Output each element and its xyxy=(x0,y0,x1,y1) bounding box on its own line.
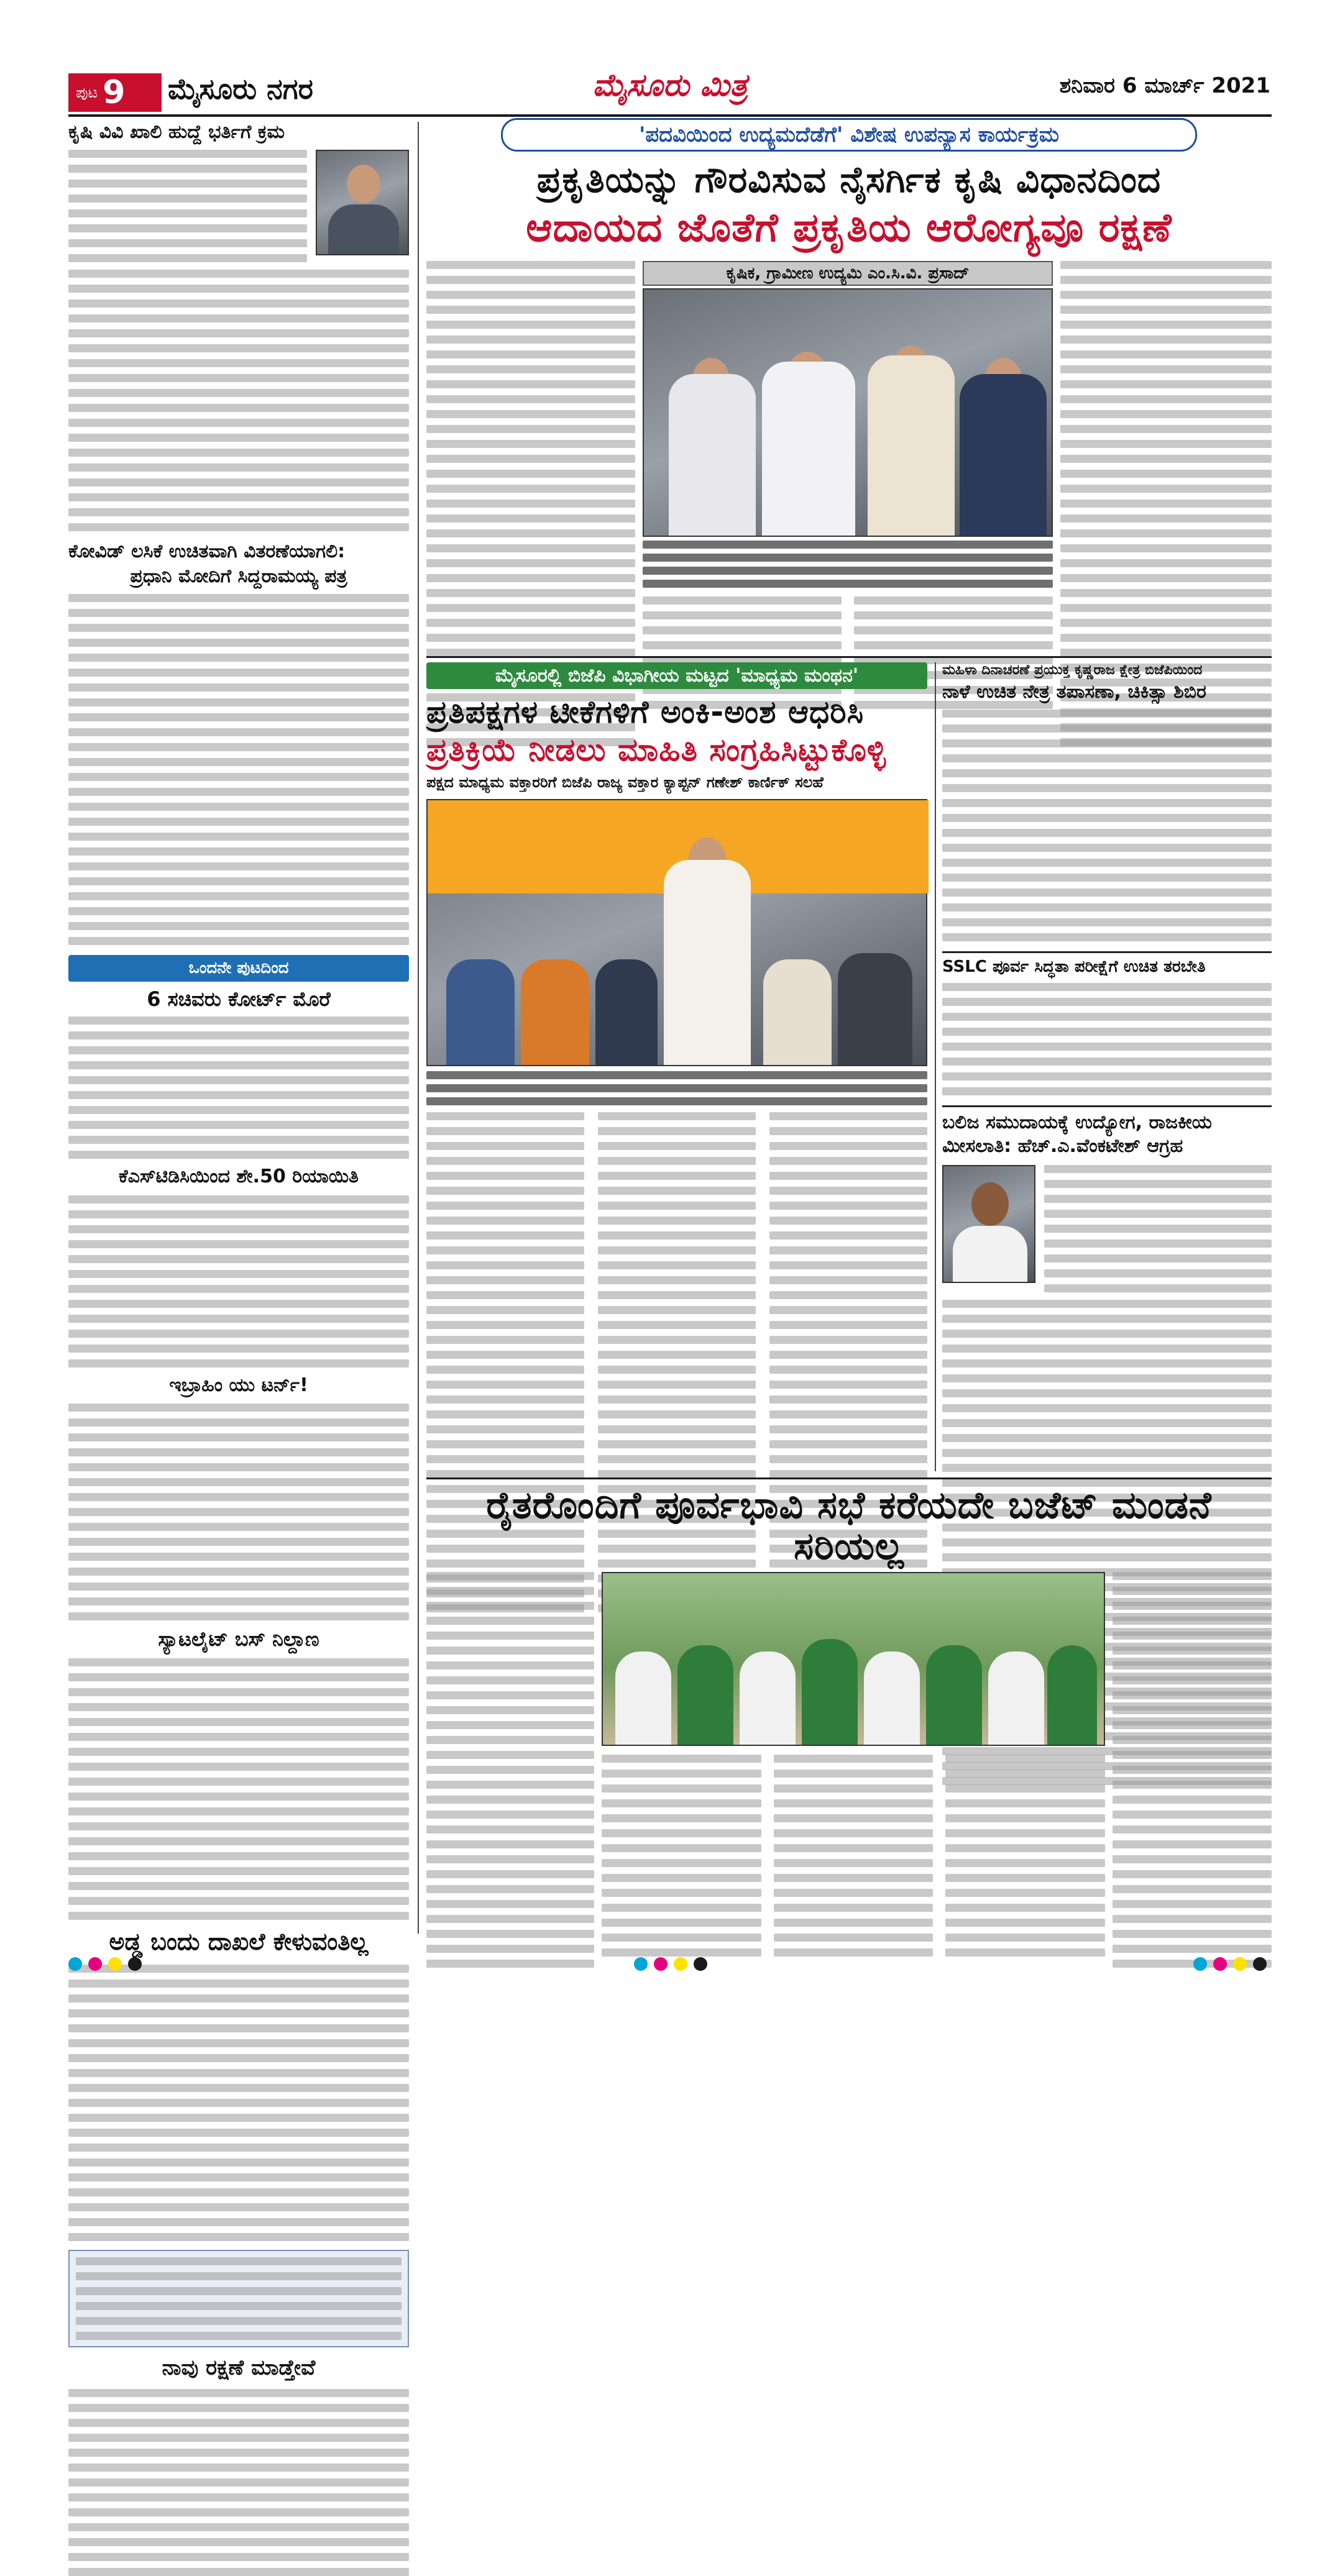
portrait-photo xyxy=(942,1165,1035,1283)
bjp-story xyxy=(426,662,927,791)
yellow-dot xyxy=(674,1957,687,1971)
magenta-dot xyxy=(1213,1957,1227,1971)
article-title: ಅಡ್ಡ ಬಂದು ದಾಖಲೆ ಕೇಳುವಂತಿಲ್ಲ xyxy=(109,1928,369,1956)
cyan-dot xyxy=(68,1957,82,1971)
header-rule xyxy=(68,114,1272,117)
bottom-body-mid xyxy=(602,1755,1105,1957)
article-title: 6 ಸಚಿವರು ಕೋರ್ಟ್ ಮೊರೆ xyxy=(147,987,331,1011)
top-story xyxy=(426,118,1272,250)
photo-tag: ಕೃಷಿಕ, ಗ್ರಾಮೀಣ ಉದ್ಯಮಿ ಎಂ.ಸಿ.ವಿ. ಪ್ರಸಾದ್ xyxy=(643,261,1053,286)
bjp-sub: ಪಕ್ಷದ ಮಾಧ್ಯಮ ವಕ್ತಾರರಿಗೆ ಬಿಜೆಪಿ ರಾಜ್ಯ ವಕ್ತಾರ ಕ್ಯಾಪ್ಟನ್ ಗಣೇಶ್ ಕಾರ್ಣಿಕ್ ಸಲಹೆ xyxy=(426,774,824,791)
section-name: ಮೈಸೂರು ನಗರ xyxy=(168,72,313,106)
sslc-title: SSLC ಪೂರ್ವ ಸಿದ್ಧತಾ ಪರೀಕ್ಷೆಗೆ ಉಚಿತ ತರಬೇತಿ xyxy=(942,957,1206,976)
black-dot xyxy=(694,1957,707,1971)
bottom-body-right xyxy=(1113,1572,1272,1968)
top-story-headline-2: ಆದಾಯದ ಜೊತೆಗೆ ಪ್ರಕೃತಿಯ ಆರೋಗ್ಯವೂ ರಕ್ಷಣೆ xyxy=(526,204,1172,251)
bjp-photo-caption xyxy=(426,1071,927,1105)
top-story-kicker: 'ಪದವಿಯಿಂದ ಉದ್ಯಮದೆಡೆಗೆ' ವಿಶೇಷ ಉಪನ್ಯಾಸ ಕಾರ್ಯಕ್ರಮ xyxy=(501,118,1197,152)
black-dot xyxy=(128,1957,142,1971)
article-subtitle: ಪ್ರಧಾನಿ ಮೋದಿಗೆ ಸಿದ್ದರಾಮಯ್ಯ ಪತ್ರ xyxy=(130,565,347,587)
column-divider xyxy=(935,662,936,1471)
event-photo xyxy=(643,288,1053,537)
yellow-dot xyxy=(1233,1957,1247,1971)
bjp-headline-2: ಪ್ರತಿಕ್ರಿಯೆ ನೀಡಲು ಮಾಹಿತಿ ಸಂಗ್ರಹಿಸಿಟ್ಟುಕೊಳ್ಳಿ xyxy=(426,732,887,768)
black-dot xyxy=(1253,1957,1267,1971)
bjp-headline-1: ಪ್ರತಿಪಕ್ಷಗಳ ಟೀಕೆಗಳಿಗೆ ಅಂಕಿ-ಅಂಶ ಆಧರಿಸಿ xyxy=(426,694,865,730)
photo-caption xyxy=(643,541,1053,588)
bjp-kicker: ಮೈಸೂರಲ್ಲಿ ಬಿಜೆಪಿ ವಿಭಾಗೀಯ ಮಟ್ಟದ 'ಮಾಧ್ಯಮ ಮಂಥನ' xyxy=(426,662,927,689)
page-label: ಪುಟ xyxy=(76,84,98,101)
magenta-dot xyxy=(654,1957,668,1971)
continued-banner: ಒಂದನೇ ಪುಟದಿಂದ xyxy=(68,955,409,982)
cyan-dot xyxy=(1193,1957,1207,1971)
balija-title-2: ಮೀಸಲಾತಿ: ಹೆಚ್.ಎ.ವೆಂಕಟೇಶ್ ಆಗ್ರಹ xyxy=(942,1135,1183,1158)
article-title: ನಾವು ರಕ್ಷಣೆ ಮಾಡ್ತೇವೆ xyxy=(162,2355,316,2380)
article-title: ಇಬ್ರಾಹಿಂ ಯು ಟರ್ನ್! xyxy=(169,1374,308,1396)
bottom-headline: ರೈತರೊಂದಿಗೆ ಪೂರ್ವಭಾವಿ ಸಭೆ ಕರೆಯದೇ ಬಜೆಟ್ ಮಂಡನೆ ಸರಿಯಲ್ಲ xyxy=(486,1484,1212,1568)
bjp-photo xyxy=(426,799,927,1066)
section-rule xyxy=(426,1478,1272,1479)
column-divider xyxy=(418,122,419,1934)
masthead: ಮೈಸೂರು ಮಿತ್ರ xyxy=(592,67,748,103)
page-number: 9 xyxy=(103,74,126,111)
balija-title-1: ಬಲಿಜ ಸಮುದಾಯಕ್ಕೆ ಉದ್ಯೋಗ, ರಾಜಕೀಯ xyxy=(942,1111,1212,1133)
registration-marks-right xyxy=(1193,1957,1267,1971)
article-title: ಕೃಷಿ ವಿವಿ ಖಾಲಿ ಹುದ್ದೆ ಭರ್ತಿಗೆ ಕ್ರಮ xyxy=(68,121,285,143)
camp-title-1: ಮಹಿಳಾ ದಿನಾಚರಣೆ ಪ್ರಯುಕ್ತ ಕೃಷ್ಣರಾಜ ಕ್ಷೇತ್ರ ಬಿಜೆಪಿಯಿಂದ xyxy=(942,662,1203,678)
article-title: ಕೆಎಸ್‌ಟಿಡಿಸಿಯಿಂದ ಶೇ.50 ರಿಯಾಯಿತಿ xyxy=(119,1166,359,1188)
article-title: ಕೋವಿಡ್ ಲಸಿಕೆ ಉಚಿತವಾಗಿ ವಿತರಣೆಯಾಗಲಿ: xyxy=(68,540,346,562)
registration-marks-left xyxy=(68,1957,142,1971)
bottom-body-left xyxy=(426,1572,594,1968)
yellow-dot xyxy=(108,1957,122,1971)
article-title: ಸ್ಯಾಟಲೈಟ್ ಬಸ್ ನಿಲ್ದಾಣ xyxy=(158,1627,319,1651)
top-story-headline-1: ಪ್ರಕೃತಿಯನ್ನು ಗೌರವಿಸುವ ನೈಸರ್ಗಿಕ ಕೃಷಿ ವಿಧಾನದಿಂದ xyxy=(536,158,1162,201)
portrait-photo xyxy=(316,150,409,255)
registration-marks-center xyxy=(634,1957,707,1971)
cyan-dot xyxy=(634,1957,648,1971)
camp-title-2: ನಾಳೆ ಉಚಿತ ನೇತ್ರ ತಪಾಸಣಾ, ಚಿಕಿತ್ಸಾ ಶಿಬಿರ xyxy=(942,681,1206,703)
highlight-box xyxy=(68,2250,409,2347)
dateline: ಶನಿವಾರ 6 ಮಾರ್ಚ್ 2021 xyxy=(1059,73,1270,98)
left-column xyxy=(68,122,409,2576)
section-rule xyxy=(426,656,1272,658)
magenta-dot xyxy=(88,1957,102,1971)
farmers-photo xyxy=(602,1572,1105,1746)
